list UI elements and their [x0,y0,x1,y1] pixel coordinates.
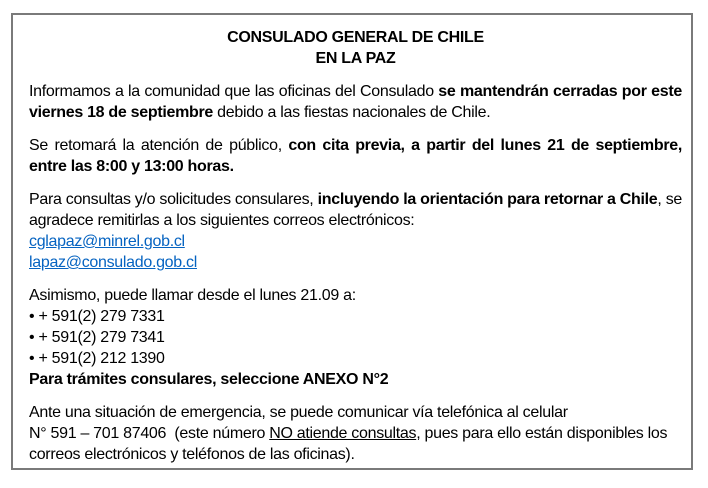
phone-item [29,348,682,369]
closure-text-bold: se mantendrán cerradas por este viernes 18 de septiembre [29,83,682,121]
phone-number: + 591(2) 279 7341 [38,329,165,346]
contact-text-normal-end: , se agradece remitirlas a los siguientes correos electrónicos: [29,191,682,229]
paragraph-closure [29,81,682,123]
email-link-cglapaz[interactable]: cglapaz@minrel.gob.cl [29,233,185,250]
email-link-lapaz[interactable]: lapaz@consulado.gob.cl [29,254,197,271]
contact-text-bold: incluyendo la orientación para retornar a Chile [317,191,658,208]
notice-title [29,27,682,69]
emergency-line-1: Ante una situación de emergencia, se puede comunicar vía telefónica al celular [29,404,568,421]
title-line-1: CONSULADO GENERAL DE CHILE [227,29,484,46]
closure-text-normal-end: debido a las fiestas nacionales de Chile. [213,104,491,121]
phone-number: + 591(2) 212 1390 [38,350,165,367]
title-line-2: EN LA PAZ [315,50,396,67]
email-line [29,252,682,273]
phone-item [29,327,682,348]
closure-text-normal: Informamos a la comunidad que las oficinas del Consulado [29,83,439,100]
email-list [29,231,682,273]
reopen-text-bold: con cita previa, a partir del lunes 21 de septiembre, entre las 8:00 y 13:00 horas. [29,137,683,175]
bullet-marker: • [29,329,35,346]
bullet-marker: • [29,350,35,367]
notice-document [29,27,682,465]
contact-text-normal: Para consultas y/o solicitudes consulares, [29,191,318,208]
paragraph-reopening [29,135,682,177]
email-line [29,231,682,252]
phone-number: + 591(2) 279 7331 [38,308,165,325]
reopen-text-normal: Se retomará la atención de público, [29,137,289,154]
phones-intro: Asimismo, puede llamar desde el lunes 21.09 a: [29,287,356,304]
paragraph-emergency [29,402,682,465]
paragraph-contact [29,189,682,231]
emergency-text-underlined: NO atiende consultas [269,425,417,442]
bullet-marker: • [29,308,35,325]
phone-section [29,285,682,390]
notice-box [11,13,693,470]
anexo-instruction: Para trámites consulares, seleccione ANEXO N°2 [29,371,389,388]
emergency-text-normal: N° 591 – 701 87406 (este número [29,425,270,442]
phone-item [29,306,682,327]
emergency-text-normal-end: , pues para ello están disponibles los correos electrónicos y teléfonos de las oficinas). [29,425,668,463]
